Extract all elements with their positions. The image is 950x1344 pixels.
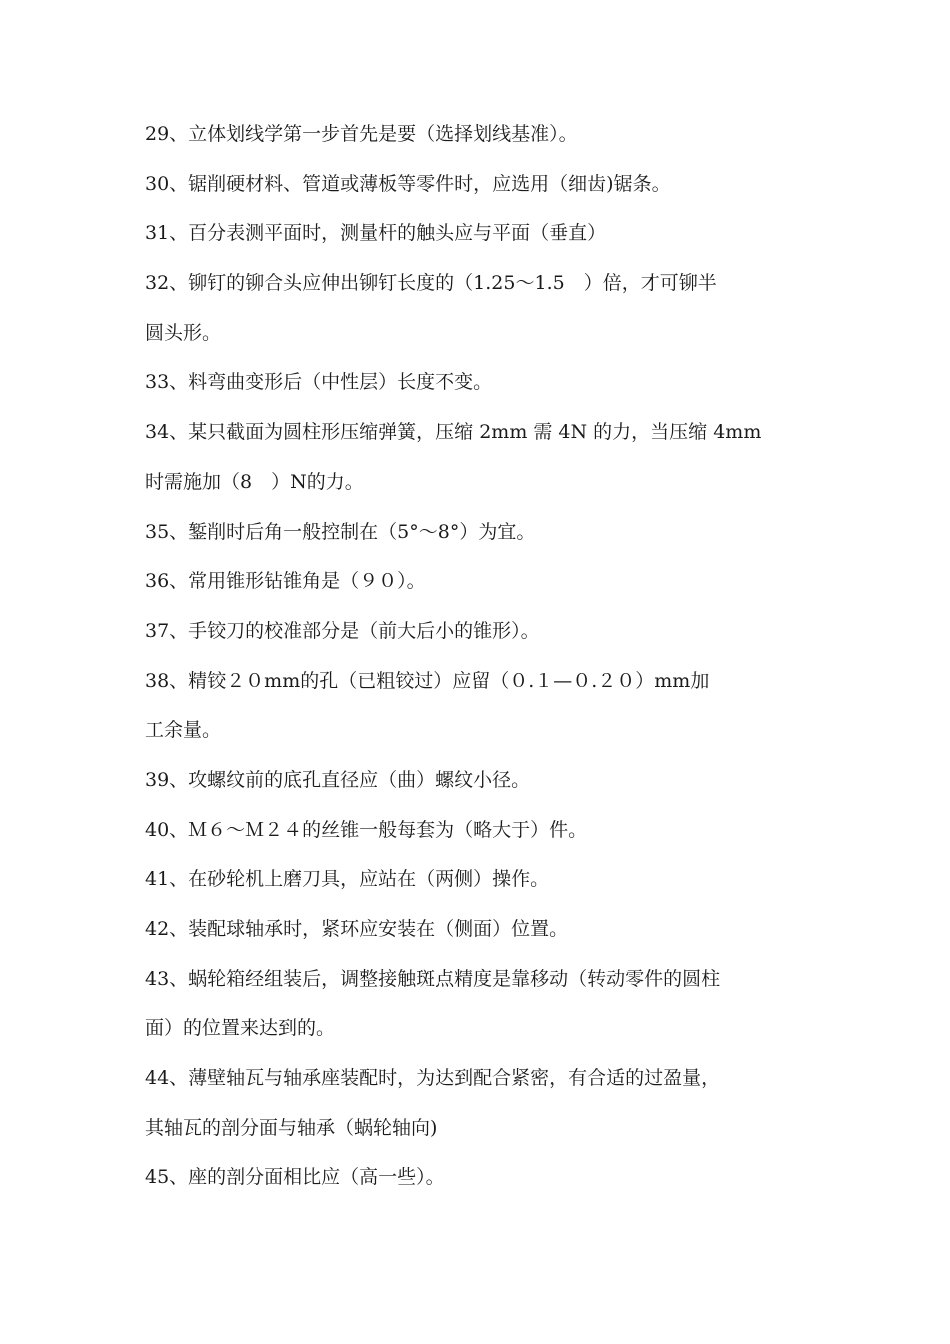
text-line: 36、常用锥形钻锥角是（９０）。 (145, 570, 426, 593)
text-line: 39、攻螺纹前的底孔直径应（曲）螺纹小径。 (145, 768, 531, 791)
text-line: 33、料弯曲变形后（中性层）长度不变。 (145, 371, 493, 394)
text-line: 41、在砂轮机上磨刀具，应站在（两侧）操作。 (145, 868, 550, 891)
text-line: 30、锯削硬材料、管道或薄板等零件时，应选用（细齿)锯条。 (145, 172, 671, 195)
text-line: 31、百分表测平面时，测量杆的触头应与平面（垂直） (145, 222, 607, 245)
text-line: 圆头形。 (145, 321, 222, 344)
question-list (145, 110, 815, 1203)
text-line: 工余量。 (145, 719, 222, 742)
text-line: 40、Ｍ６～Ｍ２４的丝锥一般每套为（略大于）件。 (145, 818, 588, 841)
text-line: 32、铆钉的铆合头应伸出铆钉长度的（1.25～1.5 ）倍，才可铆半 (145, 272, 717, 295)
text-line: 面）的位置来达到的。 (145, 1017, 336, 1040)
text-line: 34、某只截面为圆柱形压缩弹簧，压缩 2mm 需 4N 的力，当压缩 4mm (145, 421, 762, 444)
text-line: 43、蜗轮箱经组装后，调整接触斑点精度是靠移动（转动零件的圆柱 (145, 967, 721, 990)
text-line: 38、精铰２０mm的孔（已粗铰过）应留（０.１—０.２０）mm加 (145, 669, 710, 692)
text-line: 37、手铰刀的校准部分是（前大后小的锥形）。 (145, 619, 540, 642)
text-line: 44、薄壁轴瓦与轴承座装配时，为达到配合紧密，有合适的过盈量， (145, 1067, 721, 1090)
text-line: 42、装配球轴承时，紧环应安装在（侧面）位置。 (145, 918, 569, 940)
text-line: 时需施加（8 ）N的力。 (145, 470, 364, 493)
text-line: 29、立体划线学第一步首先是要（选择划线基准）。 (145, 123, 578, 145)
text-line: 其轴瓦的剖分面与轴承（蜗轮轴向) (145, 1116, 438, 1139)
text-line: 35、錾削时后角一般控制在（5°～8°）为宜。 (145, 520, 536, 543)
text-line: 45、座的剖分面相比应（高一些）。 (145, 1166, 445, 1189)
